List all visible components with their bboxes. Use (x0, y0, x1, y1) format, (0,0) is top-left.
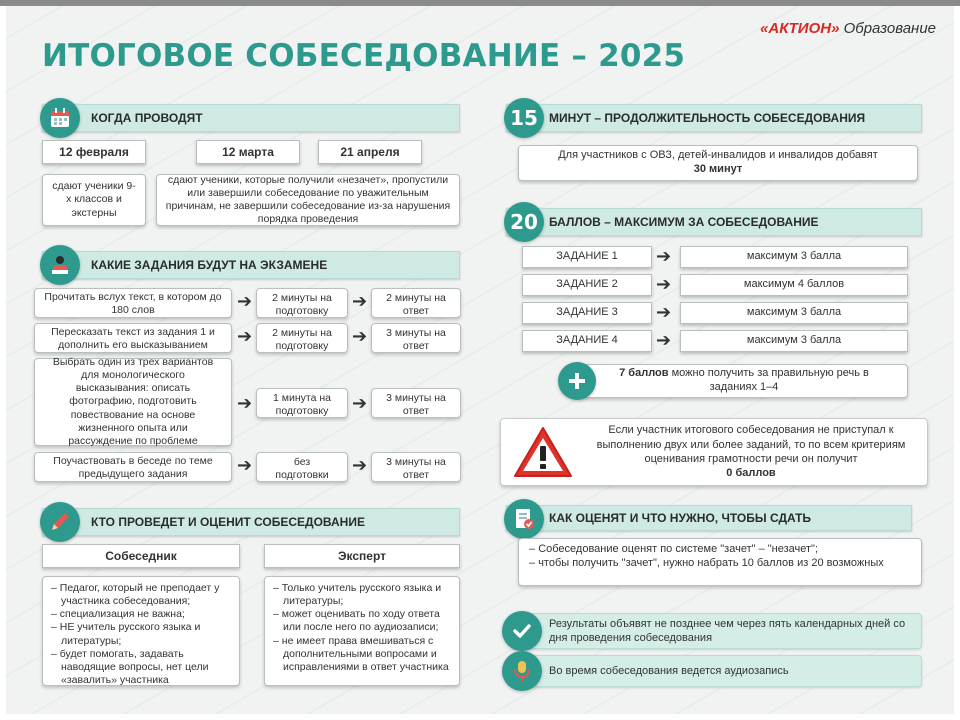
bonus-text: можно получить за правильную речь в заданиях 1–4 (671, 367, 869, 393)
arrow-icon: ➔ (656, 246, 672, 267)
bonus-box (576, 364, 908, 398)
points-max-4: максимум 3 балла (680, 330, 908, 352)
interlocutor-box (42, 576, 240, 686)
section-grading-header (506, 505, 912, 531)
task-2-answer: 3 минуты на ответ (371, 323, 461, 353)
section-tasks-title: КАКИЕ ЗАДАНИЯ БУДУТ НА ЭКЗАМЕНЕ (91, 258, 328, 272)
results-text: Результаты объявят не позднее чем через пять календарных дней со дня проведения собеседования (549, 617, 906, 644)
section-who-header (42, 508, 460, 536)
task-2-text: Пересказать текст из задания 1 и дополнить его высказыванием (34, 323, 232, 353)
interlocutor-title: Собеседник (42, 544, 240, 568)
arrow-icon: ➔ (352, 291, 368, 312)
document-check-icon (504, 499, 544, 539)
section-points-title: БАЛЛОВ – МАКСИМУМ ЗА СОБЕСЕДОВАНИЕ (549, 215, 819, 229)
checkmark-icon (502, 611, 542, 651)
audio-bar (512, 655, 922, 687)
points-max-2: максимум 4 баллов (680, 274, 908, 296)
points-number: 20 (510, 210, 538, 234)
date-1: 12 февраля (42, 140, 146, 164)
list-item: – НЕ учитель русского языка и литературы; (51, 621, 231, 647)
task-1-text: Прочитать вслух текст, в котором до 180 слов (34, 288, 232, 318)
retake-group-box (156, 174, 460, 226)
logo (760, 20, 936, 37)
grading-box (518, 538, 922, 586)
calendar-icon (40, 98, 80, 138)
task-3-answer: 3 минуты на ответ (371, 388, 461, 418)
points-max-3: максимум 3 балла (680, 302, 908, 324)
task-1-prep: 2 минуты на подготовку (256, 288, 348, 318)
grading-list (529, 543, 911, 571)
interlocutor-list (51, 582, 231, 687)
task-2-prep: 2 минуты на подготовку (256, 323, 348, 353)
list-item: – будет помогать, задавать наводящие вопросы, нет цели «завалить» участника (51, 648, 231, 687)
microphone-icon (502, 651, 542, 691)
logo-text: Образование (843, 20, 936, 37)
bonus-text-wrap (601, 367, 887, 395)
task-3-text: Выбрать один из трех вариантов для монологического высказывания: описать фотографию, подготовить повествование на основе жизненного опыта или рассуждение по проблеме (34, 358, 232, 446)
task-3-prep: 1 минута на подготовку (256, 388, 348, 418)
duration-number-badge (504, 98, 544, 138)
task-4-text: Поучаствовать в беседе по теме предыдущего задания (34, 452, 232, 482)
list-item: – может оценивать по ходу ответа или после него по аудиозаписи; (273, 608, 451, 634)
main-group-box (42, 174, 146, 226)
task-4-answer: 3 минуты на ответ (371, 452, 461, 482)
task-4-prep: без подготовки (256, 452, 348, 482)
section-duration-title: МИНУТ – ПРОДОЛЖИТЕЛЬНОСТЬ СОБЕСЕДОВАНИЯ (549, 111, 866, 125)
expert-list (273, 582, 451, 674)
section-tasks-header (42, 251, 460, 279)
results-bar (512, 613, 922, 649)
list-item: – не имеет права вмешиваться с дополнительными вопросами и исправлениями в ответ участника (273, 635, 451, 674)
list-item: – специализация не важна; (51, 608, 231, 621)
arrow-icon: ➔ (352, 326, 368, 347)
warning-text-wrap (585, 423, 927, 480)
duration-note-box (518, 145, 918, 181)
points-max-1: максимум 3 балла (680, 246, 908, 268)
points-number-badge (504, 202, 544, 242)
points-task-4: ЗАДАНИЕ 4 (522, 330, 652, 352)
arrow-icon: ➔ (237, 393, 253, 414)
arrow-icon: ➔ (656, 302, 672, 323)
arrow-icon: ➔ (237, 291, 253, 312)
arrow-icon: ➔ (352, 393, 368, 414)
section-duration-header (506, 104, 922, 132)
list-item: – чтобы получить "зачет", нужно набрать 10 баллов из 20 возможных (529, 557, 911, 571)
points-task-2: ЗАДАНИЕ 2 (522, 274, 652, 296)
points-task-1: ЗАДАНИЕ 1 (522, 246, 652, 268)
bonus-bold: 7 баллов (619, 367, 669, 380)
pencil-icon (40, 502, 80, 542)
section-points-header (506, 208, 922, 236)
points-task-3: ЗАДАНИЕ 3 (522, 302, 652, 324)
logo-brand: «АКТИОН» (760, 20, 840, 37)
warning-icon (501, 425, 585, 479)
arrow-icon: ➔ (237, 326, 253, 347)
date-3: 21 апреля (318, 140, 422, 164)
duration-note-bold: 30 минут (693, 162, 743, 175)
arrow-icon: ➔ (237, 455, 253, 476)
plus-icon (558, 362, 596, 400)
section-grading-title: КАК ОЦЕНЯТ И ЧТО НУЖНО, ЧТОБЫ СДАТЬ (549, 511, 812, 525)
warning-bold: 0 баллов (726, 467, 776, 480)
reading-person-icon (40, 245, 80, 285)
duration-note: Для участников с ОВЗ, детей-инвалидов и инвалидов добавят (558, 149, 878, 161)
list-item: – Педагог, который не преподает у участника собеседования; (51, 582, 231, 608)
section-who-title: КТО ПРОВЕДЕТ И ОЦЕНИТ СОБЕСЕДОВАНИЕ (91, 515, 365, 529)
duration-number: 15 (510, 106, 538, 130)
arrow-icon: ➔ (352, 455, 368, 476)
expert-title: Эксперт (264, 544, 460, 568)
list-item: – Только учитель русского языка и литературы; (273, 582, 451, 608)
page-title: ИТОГОВОЕ СОБЕСЕДОВАНИЕ – 2025 (42, 38, 686, 74)
date-2: 12 марта (196, 140, 300, 164)
retake-group-text: сдают ученики, которые получили «незачет», пропустили или завершили собеседование по уважительным причинам, не завершили собеседование из-за нарушения порядка проведения (165, 173, 451, 226)
expert-box (264, 576, 460, 686)
list-item: – Собеседование оценят по системе "зачет" – "незачет"; (529, 543, 911, 557)
arrow-icon: ➔ (656, 274, 672, 295)
warning-text: Если участник итогового собеседования не приступал к выполнению двух или более заданий, то по всем критериям оценивания грамотности речи он получит (596, 424, 906, 465)
section-when-header (42, 104, 460, 132)
arrow-icon: ➔ (656, 330, 672, 351)
main-group-text: сдают ученики 9-х классов и экстерны (52, 180, 136, 219)
task-1-answer: 2 минуты на ответ (371, 288, 461, 318)
audio-text: Во время собеседования ведется аудиозапись (549, 664, 789, 677)
warning-box (500, 418, 928, 486)
section-when-title: КОГДА ПРОВОДЯТ (91, 111, 203, 125)
